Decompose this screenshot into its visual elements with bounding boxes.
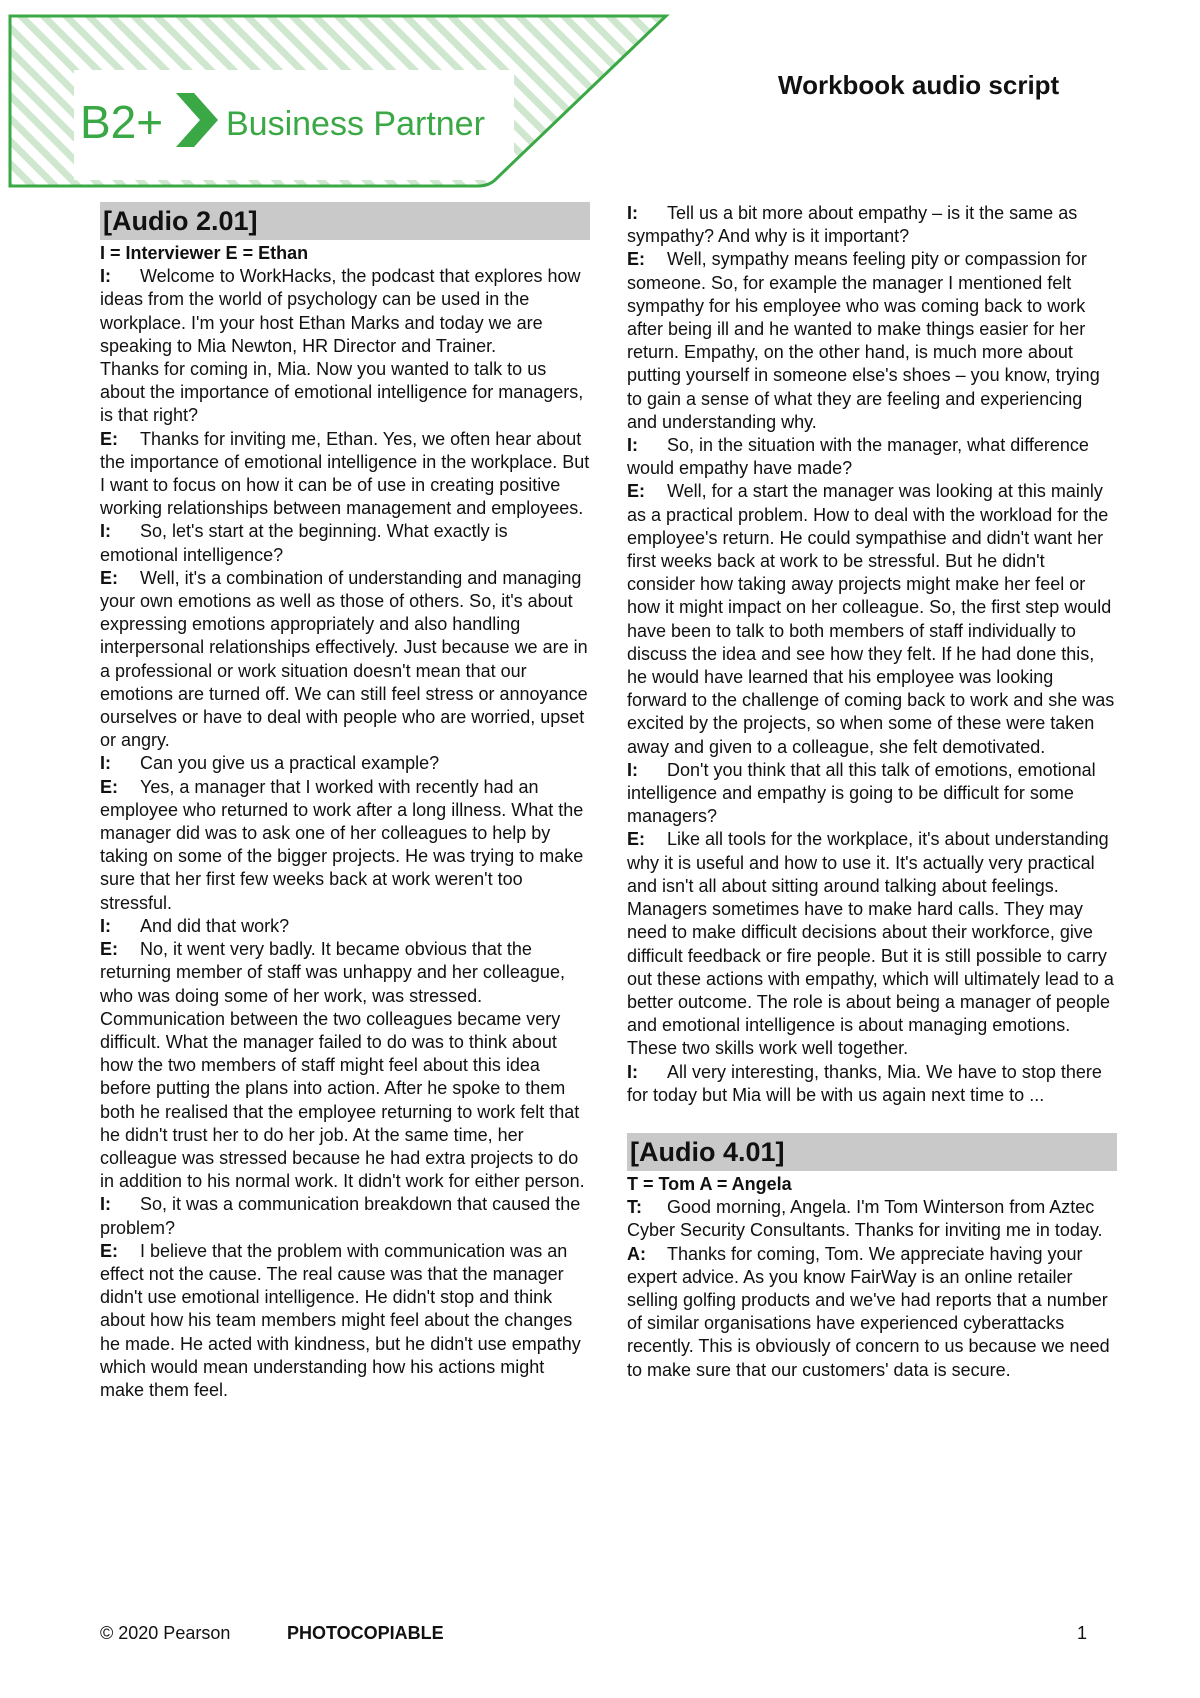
dialogue-line (100, 567, 590, 753)
dialogue-line (627, 1061, 1117, 1107)
document-title: Workbook audio script (778, 70, 1060, 100)
dialogue-line (100, 1193, 590, 1239)
line-text: Thanks for coming in, Mia. Now you wanted to talk to us about the importance of emotional intelligence for managers, is that right? (100, 359, 584, 426)
dialogue-line (627, 480, 1117, 758)
speaker-label: I: (627, 203, 638, 223)
line-text: Thanks for inviting me, Ethan. Yes, we often hear about the importance of emotional intelligence in the workplace. But I want to focus on how it can be of use in creating positive working relationships between management and employees. (100, 428, 590, 519)
dialogue-line (100, 1240, 590, 1402)
line-text: Good morning, Angela. I'm Tom Winterson from Aztec Cyber Security Consultants. Thanks for inviting me in today. (627, 1197, 1103, 1241)
line-text: So, in the situation with the manager, what difference would empathy have made? (627, 435, 1089, 479)
dialogue-line (100, 915, 590, 938)
page-number: 1 (1077, 1623, 1088, 1643)
line-text: And did that work? (140, 915, 290, 936)
speaker-label: E: (100, 567, 118, 588)
speaker-label: A: (627, 1243, 646, 1264)
speaker-label: E: (100, 939, 118, 960)
dialogue-line (100, 428, 590, 521)
dialogue-line (627, 248, 1117, 434)
speaker-label: I: (627, 759, 638, 780)
dialogue (627, 202, 1117, 1107)
line-text: All very interesting, thanks, Mia. We have to stop there for today but Mia will be with us again next time to ... (627, 1061, 1102, 1105)
speaker-label: I: (627, 435, 638, 456)
dialogue (100, 265, 590, 1402)
speaker-label: E: (627, 249, 645, 270)
dialogue-2 (627, 1196, 1117, 1382)
dialogue-line (627, 759, 1117, 829)
line-text: Tell us a bit more about empathy – is it the same as sympathy? And why is it important? (627, 203, 1078, 247)
dialogue-line (100, 938, 590, 1193)
speaker-label: I: (100, 266, 111, 287)
speaker-key-2: T = Tom A = Angela (627, 1173, 792, 1194)
speaker-label: E: (100, 1240, 118, 1261)
audio-heading: [Audio 2.01] (100, 202, 590, 240)
speaker-label: I: (100, 1194, 111, 1215)
header-banner (0, 0, 700, 200)
left-column (100, 202, 590, 1402)
speaker-key: I = Interviewer E = Ethan (100, 243, 309, 263)
line-text: So, let's start at the beginning. What exactly is emotional intelligence? (100, 521, 508, 565)
line-text: Well, for a start the manager was looking at this mainly as a practical problem. How to deal with the workload for the employee's return. He could sympathise and didn't want her first weeks back at work to be stressful. But he didn't consider how taking away projects might make her feel or how it might impact on her colleague. So, the first step would have been to talk to both members of staff individually to discuss the idea and see how they felt. If he had done this, he would have learned that his employee was looking forward to the challenge of coming back to work and she was excited by the projects, so when some of these were taken away and given to a colleague, she felt demotivated. (627, 481, 1115, 757)
line-text: Don't you think that all this talk of emotions, emotional intelligence and empathy is going to be difficult for some managers? (627, 759, 1096, 827)
speaker-label: E: (100, 428, 118, 449)
line-text: So, it was a communication breakdown that caused the problem? (100, 1194, 581, 1238)
logo-level: B2+ (80, 96, 164, 148)
speaker-label: I: (100, 753, 111, 774)
line-text: No, it went very badly. It became obvious that the returning member of staff was unhappy and her colleague, who was doing some of her work, was stressed. Communication between the two colleagues became very difficult. What the manager failed to do was to think about how the two members of staff might feel about this idea before putting the plans into action. After he spoke to them both he realised that the employee returning to work felt that he didn't trust her to do her job. At the same time, her colleague was stressed because he had extra projects to do in addition to his normal work. It didn't work for either person. (100, 939, 585, 1192)
dialogue-line (627, 434, 1117, 480)
logo-name: Business Partner (226, 105, 485, 143)
line-text: I believe that the problem with communication was an effect not the cause. The real cause was that the manager didn't use emotional intelligence. He didn't stop and think about how his team members might feel about the changes he made. He acted with kindness, but he didn't use empathy which would mean understanding how his actions might make them feel. (100, 1240, 581, 1400)
line-text: Like all tools for the workplace, it's about understanding why it is useful and how to use it. It's actually very practical and isn't all about sitting around talking about feelings. Managers sometimes have to make hard calls. They may need to make difficult decisions about their workforce, give difficult feedback or fire people. But it is still possible to carry out these actions with empathy, which will ultimately lead to a better outcome. The role is about being a manager of people and emotional intelligence is about managing emotions. These two skills work well together. (627, 829, 1114, 1059)
line-text: Can you give us a practical example? (140, 753, 440, 774)
line-text: Well, it's a combination of understanding and managing your own emotions as well as those of others. So, it's about expressing emotions appropriately and also handling interpersonal relationships effectively. Just because we are in a professional or work situation doesn't mean that our emotions are turned off. We can still feel stress or annoyance ourselves or have to deal with people who are worried, upset or angry. (100, 567, 588, 751)
photocopiable-label: PHOTOCOPIABLE (287, 1623, 444, 1643)
speaker-label: I: (627, 1061, 638, 1082)
speaker-label: E: (627, 481, 645, 502)
copyright: © 2020 Pearson (100, 1623, 231, 1643)
line-text: Yes, a manager that I worked with recently had an employee who returned to work after a long illness. What the manager did was to ask one of her colleagues to help by taking on some of the bigger projects. He was trying to make sure that her first few weeks back at work weren't too stressful. (100, 776, 584, 913)
dialogue-line (100, 520, 590, 566)
speaker-label: E: (100, 776, 118, 797)
dialogue-line (627, 1196, 1117, 1242)
speaker-label: T: (627, 1197, 642, 1218)
dialogue-line (100, 776, 590, 915)
speaker-label: E: (627, 829, 645, 850)
dialogue-line (100, 265, 590, 358)
line-text: Thanks for coming, Tom. We appreciate having your expert advice. As you know FairWay is an online retailer selling golfing products and we've had reports that a number of similar organisations have experienced cyberattacks recently. This is obviously of concern to us because we need to make sure that our customers' data is secure. (627, 1243, 1110, 1380)
line-text: Welcome to WorkHacks, the podcast that explores how ideas from the world of psychology can be used in the workplace. I'm your host Ethan Marks and today we are speaking to Mia Newton, HR Director and Trainer. (100, 266, 581, 356)
right-column (627, 202, 1117, 1382)
speaker-label: I: (100, 915, 111, 936)
line-text: Well, sympathy means feeling pity or compassion for someone. So, for example the manager I mentioned felt sympathy for his employee who was coming back to work after being ill and he wanted to make things easier for her return. Empathy, on the other hand, is much more about putting yourself in someone else's shoes – you know, trying to gain a sense of what they are feeling and experiencing and understanding why. (627, 249, 1100, 432)
dialogue-line (100, 752, 590, 775)
audio-heading-2: [Audio 4.01] (627, 1133, 1117, 1171)
dialogue-line (627, 828, 1117, 1060)
speaker-label: I: (100, 521, 111, 542)
dialogue-line (627, 1243, 1117, 1382)
dialogue-line (627, 202, 1117, 248)
dialogue-line (100, 358, 590, 428)
